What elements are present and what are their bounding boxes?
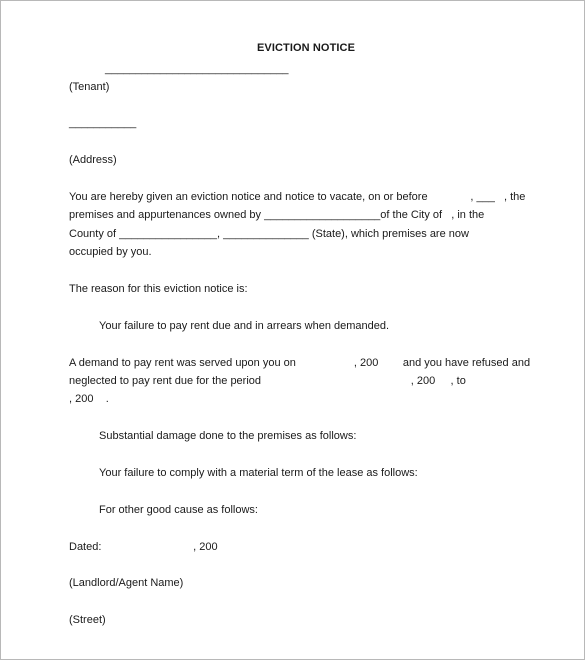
address-label: (Address): [69, 154, 117, 166]
reason-damage: Substantial damage done to the premises as follows:: [99, 430, 357, 442]
tenant-blank-line: ______________________________: [105, 63, 289, 75]
tenant-label: (Tenant): [69, 81, 110, 93]
reason-lease: Your failure to comply with a material term of the lease as follows:: [99, 467, 418, 479]
paragraph-line: neglected to pay rent due for the period , 200 , to: [69, 375, 466, 387]
address-blank-line: ___________: [69, 117, 137, 129]
reason-other: For other good cause as follows:: [99, 504, 258, 516]
landlord-label: (Landlord/Agent Name): [69, 577, 184, 589]
paragraph-line: You are hereby given an eviction notice and notice to vacate, on or before , ___ , the: [69, 191, 526, 203]
paragraph-line: County of ________________, ______________ (State), which premises are now: [69, 228, 469, 240]
paragraph-line: premises and appurtenances owned by ___________________of the City of , in the: [69, 209, 485, 221]
reason-heading: The reason for this eviction notice is:: [69, 283, 248, 295]
dated-line: Dated: , 200: [69, 541, 218, 553]
paragraph-line: occupied by you.: [69, 246, 152, 258]
document-title: EVICTION NOTICE: [256, 42, 356, 54]
street-label: (Street): [69, 614, 106, 626]
reason-rent: Your failure to pay rent due and in arrears when demanded.: [99, 320, 390, 332]
paragraph-line: , 200 .: [69, 393, 109, 405]
paragraph-line: A demand to pay rent was served upon you on , 200 and you have refused and: [69, 357, 531, 369]
